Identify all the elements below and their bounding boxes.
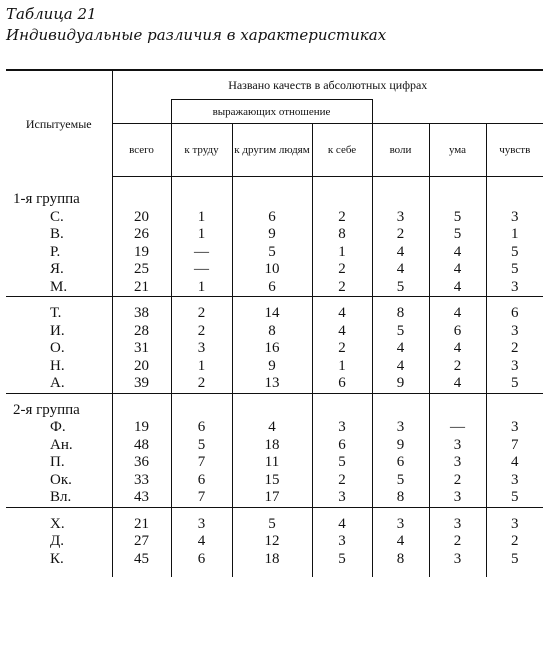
col-header: к труду (171, 124, 232, 177)
value-cell: 14 (232, 305, 312, 323)
table-row (6, 279, 543, 297)
subject-name: Т. (50, 305, 62, 321)
table-row (6, 244, 543, 262)
value-cell: 2 (486, 340, 543, 358)
value-cell: 3 (312, 489, 372, 507)
value-cell: 4 (171, 533, 232, 551)
table-row (6, 375, 543, 393)
value-cell: — (171, 261, 232, 279)
value-cell: 5 (312, 454, 372, 472)
table-row (6, 305, 543, 323)
table-row (6, 226, 543, 244)
value-cell: 5 (486, 261, 543, 279)
value-cell: 3 (372, 516, 429, 534)
subject-name: М. (50, 278, 68, 295)
table-row (6, 419, 543, 437)
table-title: Индивидуальные различия в характеристиках (6, 26, 387, 44)
value-cell: 4 (429, 279, 486, 297)
subject-name: В. (50, 226, 64, 242)
subject-name: П. (50, 454, 65, 470)
subject-name: А. (50, 375, 65, 391)
subject-name: И. (50, 322, 65, 339)
value-cell: 4 (312, 305, 372, 323)
table-row (6, 454, 543, 472)
table-row (6, 323, 543, 341)
value-cell: 17 (232, 489, 312, 507)
value-cell: 4 (312, 516, 372, 534)
group-row (6, 191, 543, 209)
table-row (6, 472, 543, 490)
subject-name: О. (50, 340, 65, 356)
value-cell: 43 (112, 489, 171, 507)
value-cell: 3 (486, 472, 543, 490)
value-cell: 5 (171, 437, 232, 455)
value-cell: 2 (312, 209, 372, 227)
value-cell: 3 (429, 516, 486, 534)
value-cell: 2 (312, 279, 372, 297)
value-cell: 18 (232, 437, 312, 455)
table-body (6, 177, 543, 578)
value-cell: 21 (112, 516, 171, 534)
table-row (6, 209, 543, 227)
value-cell: 6 (232, 209, 312, 227)
value-cell: 3 (312, 533, 372, 551)
value-cell: 3 (429, 437, 486, 455)
subject-name: К. (50, 550, 64, 567)
table-row (6, 437, 543, 455)
value-cell: 39 (112, 375, 171, 393)
group-row (6, 402, 543, 420)
col-header: ума (429, 124, 486, 177)
value-cell: 20 (112, 209, 171, 227)
value-cell: 19 (112, 419, 171, 437)
value-cell: 3 (171, 516, 232, 534)
value-cell: 2 (372, 226, 429, 244)
col-header: чувств (486, 124, 543, 177)
value-cell: 4 (486, 454, 543, 472)
value-cell: 8 (372, 551, 429, 569)
value-cell: 4 (429, 261, 486, 279)
value-cell: 6 (429, 323, 486, 341)
value-cell: 33 (112, 472, 171, 490)
subject-name: Н. (50, 357, 65, 374)
value-cell: 3 (429, 454, 486, 472)
value-cell: 4 (372, 261, 429, 279)
value-cell: 5 (429, 226, 486, 244)
value-cell: 5 (372, 279, 429, 297)
table-number: Таблица 21 (6, 5, 97, 23)
value-cell: 1 (171, 279, 232, 297)
value-cell: 5 (312, 551, 372, 569)
value-cell: 4 (232, 419, 312, 437)
value-cell: 6 (312, 375, 372, 393)
value-cell: 7 (171, 454, 232, 472)
results-table (6, 69, 543, 577)
value-cell: 3 (486, 516, 543, 534)
subject-name: Х. (50, 515, 65, 532)
value-cell: 6 (486, 305, 543, 323)
value-cell: 3 (486, 358, 543, 376)
subject-name: Р. (50, 243, 61, 260)
subject-name: Ф. (50, 419, 66, 435)
col-header: к другим людям (232, 124, 312, 177)
value-cell: 3 (171, 340, 232, 358)
value-cell: 5 (232, 244, 312, 262)
subject-name: Вл. (50, 489, 72, 505)
value-cell: 4 (429, 340, 486, 358)
header-main: Названо качеств в абсолютных цифрах (112, 70, 543, 100)
table-header (6, 70, 543, 177)
group-label: 1-я группа (13, 191, 80, 207)
value-cell: 4 (429, 244, 486, 262)
value-cell: 5 (486, 375, 543, 393)
header-subjects: Испытуемые (25, 116, 92, 131)
value-cell: 1 (171, 209, 232, 227)
value-cell: 9 (232, 226, 312, 244)
value-cell: 6 (312, 437, 372, 455)
value-cell: 8 (372, 489, 429, 507)
value-cell: 6 (171, 419, 232, 437)
value-cell: 28 (112, 323, 171, 341)
value-cell: 2 (429, 358, 486, 376)
value-cell: 2 (486, 533, 543, 551)
value-cell: — (429, 419, 486, 437)
value-cell: 45 (112, 551, 171, 569)
value-cell: 2 (171, 305, 232, 323)
value-cell: 12 (232, 533, 312, 551)
value-cell: 2 (429, 533, 486, 551)
group-label: 2-я группа (13, 401, 80, 418)
value-cell: 5 (372, 472, 429, 490)
value-cell: 3 (372, 209, 429, 227)
value-cell: 3 (486, 419, 543, 437)
value-cell: 1 (486, 226, 543, 244)
table-row (6, 358, 543, 376)
value-cell: 8 (232, 323, 312, 341)
value-cell: 7 (171, 489, 232, 507)
value-cell: 3 (312, 419, 372, 437)
value-cell: 25 (112, 261, 171, 279)
value-cell: 10 (232, 261, 312, 279)
subject-name: Ан. (50, 436, 73, 453)
value-cell: 2 (171, 375, 232, 393)
table-row (6, 340, 543, 358)
value-cell: 38 (112, 305, 171, 323)
subject-name: Я. (50, 261, 64, 277)
table-row (6, 489, 543, 507)
value-cell: 2 (312, 472, 372, 490)
value-cell: 3 (429, 489, 486, 507)
value-cell: 3 (429, 551, 486, 569)
value-cell: 5 (486, 551, 543, 569)
value-cell: 1 (312, 358, 372, 376)
value-cell: 4 (372, 340, 429, 358)
value-cell: 26 (112, 226, 171, 244)
value-cell: 2 (312, 261, 372, 279)
value-cell: 7 (486, 437, 543, 455)
table-row (6, 533, 543, 551)
value-cell: 5 (232, 516, 312, 534)
value-cell: 6 (232, 279, 312, 297)
value-cell: 8 (312, 226, 372, 244)
subject-name: С. (50, 208, 64, 225)
value-cell: 2 (429, 472, 486, 490)
value-cell: 19 (112, 244, 171, 262)
value-cell: 5 (486, 244, 543, 262)
value-cell: 20 (112, 358, 171, 376)
value-cell: 4 (312, 323, 372, 341)
value-cell: 31 (112, 340, 171, 358)
value-cell: 3 (486, 323, 543, 341)
header-sub: выражающих отношение (171, 100, 372, 124)
table-row (6, 551, 543, 569)
value-cell: — (171, 244, 232, 262)
subject-name: Д. (50, 533, 64, 549)
value-cell: 1 (171, 358, 232, 376)
value-cell: 1 (312, 244, 372, 262)
col-header: к себе (312, 124, 372, 177)
value-cell: 4 (429, 305, 486, 323)
value-cell: 48 (112, 437, 171, 455)
value-cell: 11 (232, 454, 312, 472)
value-cell: 1 (171, 226, 232, 244)
table-row (6, 261, 543, 279)
value-cell: 5 (486, 489, 543, 507)
value-cell: 6 (171, 472, 232, 490)
value-cell: 2 (312, 340, 372, 358)
value-cell: 9 (232, 358, 312, 376)
value-cell: 4 (372, 533, 429, 551)
value-cell: 3 (486, 279, 543, 297)
value-cell: 4 (372, 358, 429, 376)
subject-name: Ок. (50, 471, 72, 488)
value-cell: 6 (171, 551, 232, 569)
col-header: всего (112, 124, 171, 177)
col-header: воли (372, 124, 429, 177)
value-cell: 13 (232, 375, 312, 393)
value-cell: 2 (171, 323, 232, 341)
value-cell: 18 (232, 551, 312, 569)
value-cell: 5 (372, 323, 429, 341)
value-cell: 15 (232, 472, 312, 490)
value-cell: 9 (372, 375, 429, 393)
value-cell: 8 (372, 305, 429, 323)
value-cell: 36 (112, 454, 171, 472)
value-cell: 4 (429, 375, 486, 393)
table-caption (6, 4, 386, 46)
value-cell: 6 (372, 454, 429, 472)
value-cell: 27 (112, 533, 171, 551)
value-cell: 9 (372, 437, 429, 455)
value-cell: 16 (232, 340, 312, 358)
value-cell: 5 (429, 209, 486, 227)
value-cell: 4 (372, 244, 429, 262)
value-cell: 3 (372, 419, 429, 437)
value-cell: 3 (486, 209, 543, 227)
table-row (6, 516, 543, 534)
value-cell: 21 (112, 279, 171, 297)
